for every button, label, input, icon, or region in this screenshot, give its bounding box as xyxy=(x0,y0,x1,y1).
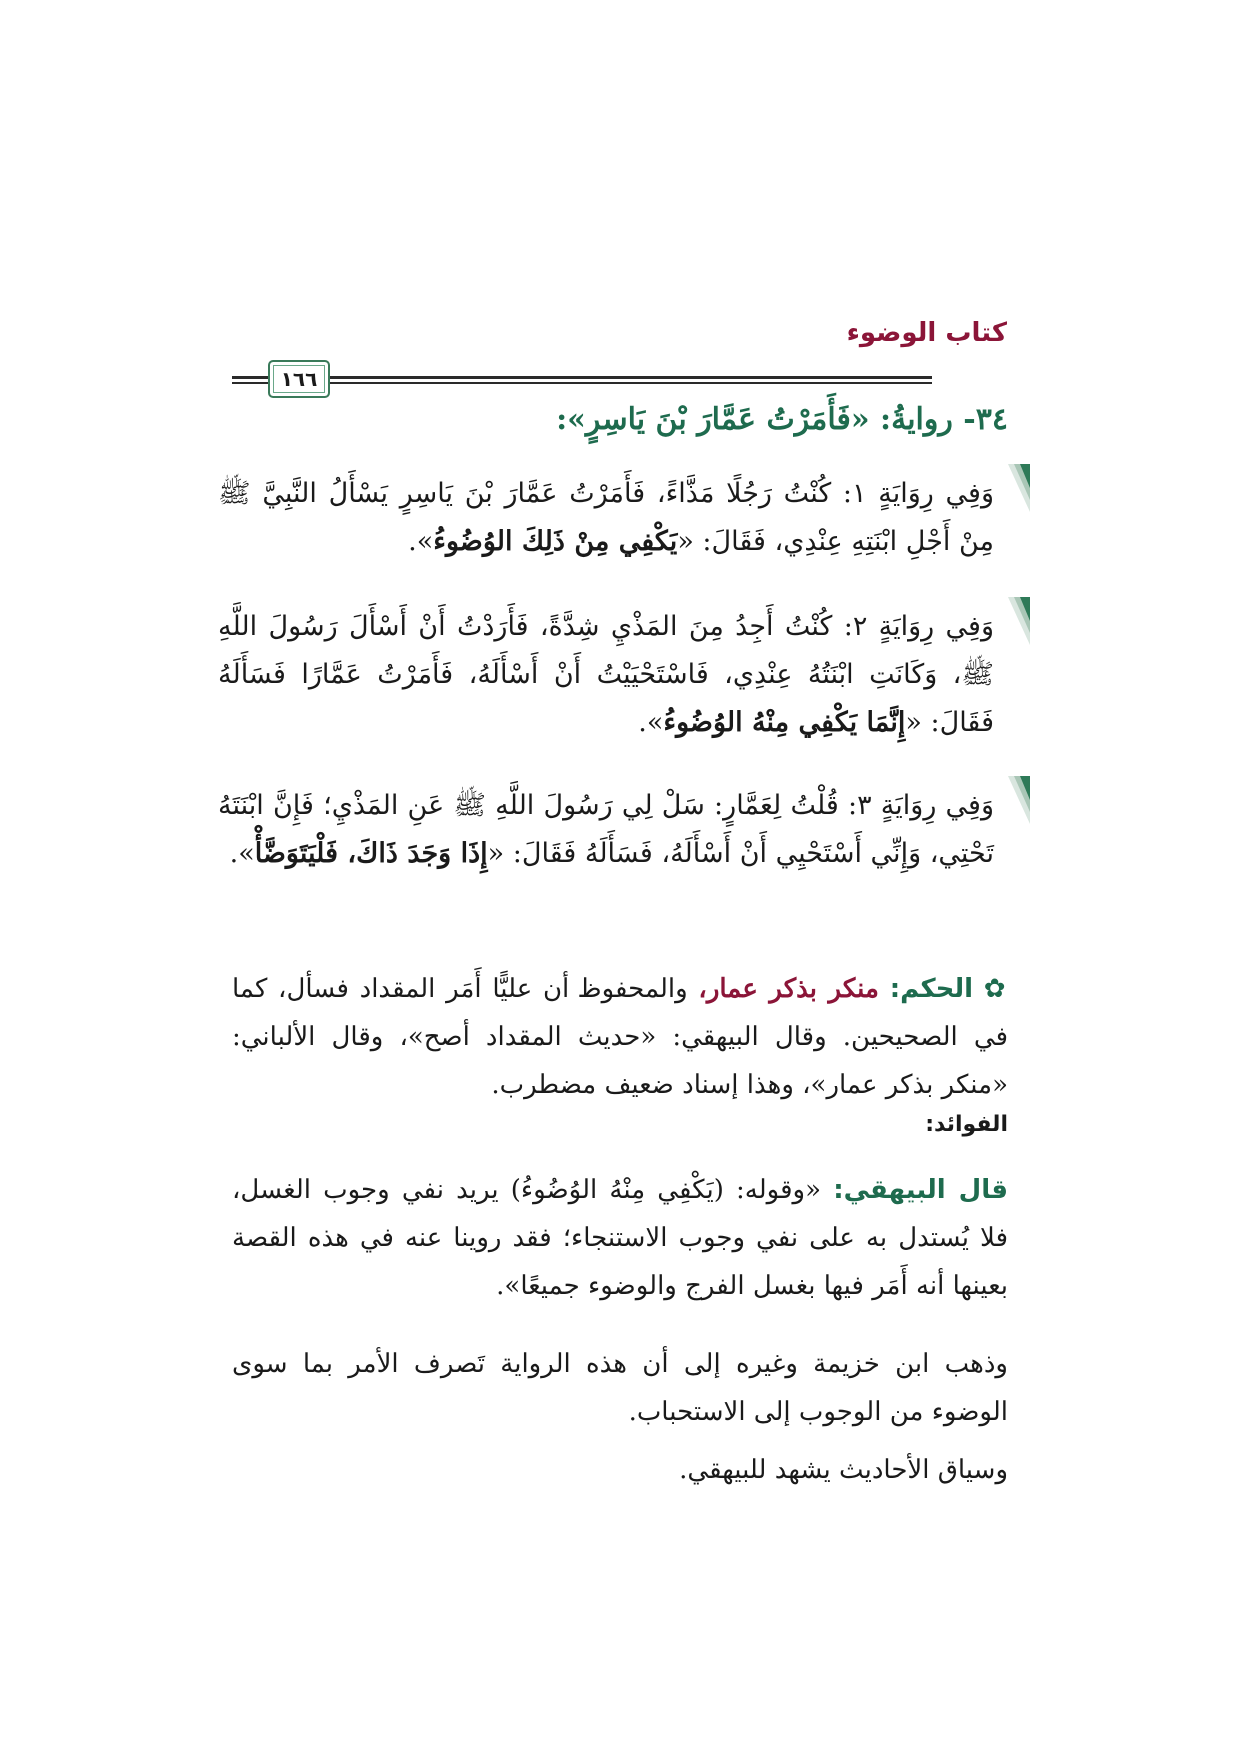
narration-hadith-bold: إِذَا وَجَدَ ذَاكَ، فَلْيَتَوَضَّأْ xyxy=(254,838,488,869)
narration-text-plain: وَفِي رِوَايَةٍ ١: كُنْتُ رَجُلًا مَذَّاءً، فَأَمَرْتُ عَمَّارَ بْنَ يَاسِرٍ يَسْأَلُ النَّبِيَّ ﷺ مِنْ أَجْلِ ابْنَتِهِ عِنْدِي، فَقَالَ: « xyxy=(218,478,994,557)
header-rule-thin xyxy=(232,382,932,384)
flower-ornament-icon: ✿ xyxy=(973,974,1008,1004)
narration-text-plain: وَفِي رِوَايَةٍ ٣: قُلْتُ لِعَمَّارٍ: سَلْ لِي رَسُولَ اللَّهِ ﷺ عَنِ المَذْيِ؛ فَإِنَّ ابْنَتَهُ تَحْتِي، وَإِنِّي أَسْتَحْيِي أَنْ أَسْأَلَهُ، فَسَأَلَهُ فَقَالَ: « xyxy=(218,790,994,869)
narration-block xyxy=(218,470,1008,566)
section-heading: ٣٤- روايةُ: «فَأَمَرْتُ عَمَّارَ بْنَ يَاسِرٍ»: xyxy=(556,402,1008,437)
book-title: كتاب الوضوء xyxy=(846,318,1007,348)
narration-text xyxy=(218,603,994,747)
page-header xyxy=(232,318,1007,391)
page-number-frame xyxy=(268,360,330,398)
narration-hadith-bold: إِنَّمَا يَكْفِي مِنْهُ الوُضُوءُ xyxy=(663,707,906,738)
ibn-khuzayma-text: وذهب ابن خزيمة وغيره إلى أن هذه الرواية تَصرف الأمر بما سوى الوضوء من الوجوب إلى الاستحباب. xyxy=(232,1349,1008,1427)
ruling-text: والمحفوظ أن عليًّا أَمَر المقداد فسأل، كما في الصحيحين. وقال البيهقي: «حديث المقداد أصح»، وقال الألباني: «منكر بذكر عمار»، وهذا إسناد ضعيف مضطرب. xyxy=(232,974,1008,1100)
narration-text-end: ». xyxy=(408,526,434,557)
conclusion-paragraph xyxy=(232,1446,1008,1494)
narration-block xyxy=(218,782,1008,878)
narration-text-end: ». xyxy=(229,838,255,869)
speaker-label: قال البيهقي: xyxy=(833,1175,1008,1205)
bayhaqi-paragraph xyxy=(232,1166,1008,1310)
fawaid-heading: الفوائد: xyxy=(925,1112,1008,1137)
conclusion-text: وسياق الأحاديث يشهد للبيهقي. xyxy=(679,1455,1008,1485)
page-number: ١٦٦ xyxy=(280,367,318,391)
ruling-paragraph xyxy=(232,965,1008,1109)
corner-ornament-icon xyxy=(1008,597,1030,645)
narration-text xyxy=(218,470,994,566)
narration-text xyxy=(218,782,994,878)
ruling-value: منكر بذكر عمار، xyxy=(698,974,879,1004)
narration-hadith-bold: يَكْفِي مِنْ ذَلِكَ الوُضُوءُ xyxy=(433,526,678,557)
narration-text-end: ». xyxy=(638,707,664,738)
header-rule xyxy=(232,376,932,379)
corner-ornament-icon xyxy=(1008,464,1030,512)
narration-block xyxy=(218,603,1008,747)
narration-text-plain: وَفِي رِوَايَةٍ ٢: كُنْتُ أَجِدُ مِنَ المَذْيِ شِدَّةً، فَأَرَدْتُ أَنْ أَسْأَلَ رَسُولَ اللَّهِ ﷺ، وَكَانَتِ ابْنَتُهُ عِنْدِي، فَاسْتَحْيَيْتُ أَنْ أَسْأَلَهُ، فَأَمَرْتُ عَمَّارًا فَسَأَلَهُ فَقَالَ: « xyxy=(218,611,994,738)
header-rule-left xyxy=(232,376,260,384)
ibn-khuzayma-paragraph xyxy=(232,1340,1008,1436)
corner-ornament-icon xyxy=(1008,776,1030,824)
bayhaqi-quote: «وقوله: (يَكْفِي مِنْهُ الوُضُوءُ) يريد نفي وجوب الغسل، فلا يُستدل به على نفي وجوب الاستنجاء؛ فقد روينا عنه في هذه القصة بعينها أنه أَمَر فيها بغسل الفرج والوضوء جميعًا». xyxy=(232,1175,1008,1301)
ruling-label: الحكم: xyxy=(889,974,974,1004)
